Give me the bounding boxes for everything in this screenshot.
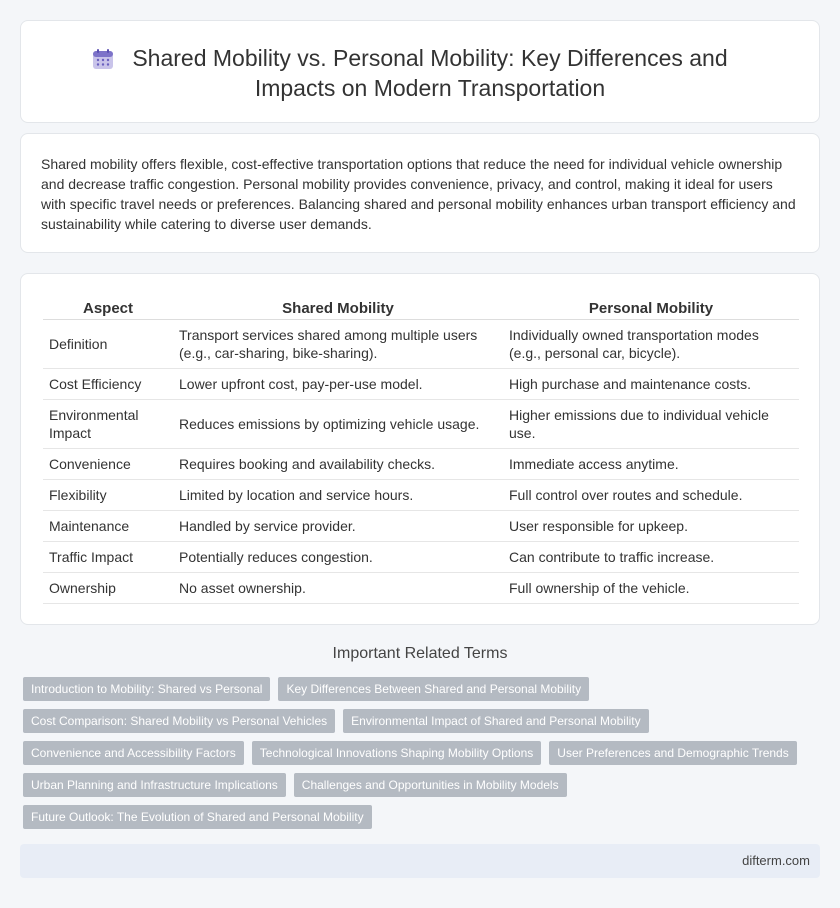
cell-personal: Full control over routes and schedule. bbox=[503, 479, 799, 510]
tag-row bbox=[23, 773, 803, 805]
related-term-tag[interactable]: Challenges and Opportunities in Mobility Models bbox=[294, 773, 567, 797]
tag-row bbox=[23, 741, 803, 773]
cell-aspect: Convenience bbox=[43, 448, 173, 479]
cell-shared: Potentially reduces congestion. bbox=[173, 541, 503, 572]
related-term-tag[interactable]: Convenience and Accessibility Factors bbox=[23, 741, 244, 765]
table-row bbox=[43, 479, 799, 510]
comparison-card bbox=[20, 273, 820, 625]
related-term-tag[interactable]: Environmental Impact of Shared and Personal Mobility bbox=[343, 709, 648, 733]
tag-row bbox=[23, 677, 803, 709]
table-row bbox=[43, 510, 799, 541]
cell-shared: Reduces emissions by optimizing vehicle usage. bbox=[173, 399, 503, 448]
related-terms-title: Important Related Terms bbox=[332, 645, 508, 662]
intro-card bbox=[20, 133, 820, 253]
cell-shared: Lower upfront cost, pay-per-use model. bbox=[173, 368, 503, 399]
cell-shared: Requires booking and availability checks. bbox=[173, 448, 503, 479]
footer-site-link[interactable]: difterm.com bbox=[742, 853, 810, 868]
table-row bbox=[43, 448, 799, 479]
cell-aspect: Cost Efficiency bbox=[43, 368, 173, 399]
table-header-row bbox=[43, 294, 799, 319]
cell-personal: Full ownership of the vehicle. bbox=[503, 572, 799, 603]
related-term-tag[interactable]: Technological Innovations Shaping Mobility Options bbox=[252, 741, 542, 765]
header-shared: Shared Mobility bbox=[173, 294, 503, 319]
related-term-tag[interactable]: Key Differences Between Shared and Personal Mobility bbox=[278, 677, 589, 701]
header-aspect: Aspect bbox=[43, 294, 173, 319]
table-row bbox=[43, 399, 799, 448]
related-term-tag[interactable]: User Preferences and Demographic Trends bbox=[549, 741, 796, 765]
cell-personal: Individually owned transportation modes (e.g., personal car, bicycle). bbox=[503, 319, 799, 368]
cell-personal: Immediate access anytime. bbox=[503, 448, 799, 479]
cell-aspect: Definition bbox=[43, 319, 173, 368]
cell-personal: Higher emissions due to individual vehicle use. bbox=[503, 399, 799, 448]
tag-row bbox=[23, 709, 803, 741]
table-row bbox=[43, 368, 799, 399]
cell-aspect: Maintenance bbox=[43, 510, 173, 541]
cell-aspect: Ownership bbox=[43, 572, 173, 603]
tag-row bbox=[23, 805, 803, 837]
table-row bbox=[43, 541, 799, 572]
footer bbox=[20, 844, 820, 878]
cell-shared: No asset ownership. bbox=[173, 572, 503, 603]
cell-shared: Handled by service provider. bbox=[173, 510, 503, 541]
cell-personal: Can contribute to traffic increase. bbox=[503, 541, 799, 572]
page-title: Shared Mobility vs. Personal Mobility: Key Differences and Impacts on Modern Transportation bbox=[132, 45, 728, 101]
related-terms-list bbox=[23, 677, 803, 837]
header-personal: Personal Mobility bbox=[503, 294, 799, 319]
cell-personal: User responsible for upkeep. bbox=[503, 510, 799, 541]
related-term-tag[interactable]: Cost Comparison: Shared Mobility vs Personal Vehicles bbox=[23, 709, 335, 733]
cell-personal: High purchase and maintenance costs. bbox=[503, 368, 799, 399]
title-wrap bbox=[21, 43, 819, 103]
cell-shared: Limited by location and service hours. bbox=[173, 479, 503, 510]
cell-aspect: Environmental Impact bbox=[43, 399, 173, 448]
title-card bbox=[20, 20, 820, 123]
calendar-icon bbox=[91, 47, 115, 71]
comparison-table bbox=[43, 294, 799, 604]
table-row bbox=[43, 572, 799, 603]
related-term-tag[interactable]: Urban Planning and Infrastructure Implications bbox=[23, 773, 286, 797]
cell-aspect: Traffic Impact bbox=[43, 541, 173, 572]
cell-aspect: Flexibility bbox=[43, 479, 173, 510]
related-term-tag[interactable]: Introduction to Mobility: Shared vs Personal bbox=[23, 677, 270, 701]
cell-shared: Transport services shared among multiple users (e.g., car-sharing, bike-sharing). bbox=[173, 319, 503, 368]
intro-paragraph: Shared mobility offers flexible, cost-effective transportation options that reduce the need for individual vehicle ownership and decrease traffic congestion. Personal mobility provides convenience, privacy, and control, making it ideal for users with specific travel needs or preferences. Balancing shared and personal mobility enhances urban transport efficiency and sustainability while catering to diverse user demands. bbox=[41, 156, 796, 232]
related-term-tag[interactable]: Future Outlook: The Evolution of Shared and Personal Mobility bbox=[23, 805, 372, 829]
table-row bbox=[43, 319, 799, 368]
